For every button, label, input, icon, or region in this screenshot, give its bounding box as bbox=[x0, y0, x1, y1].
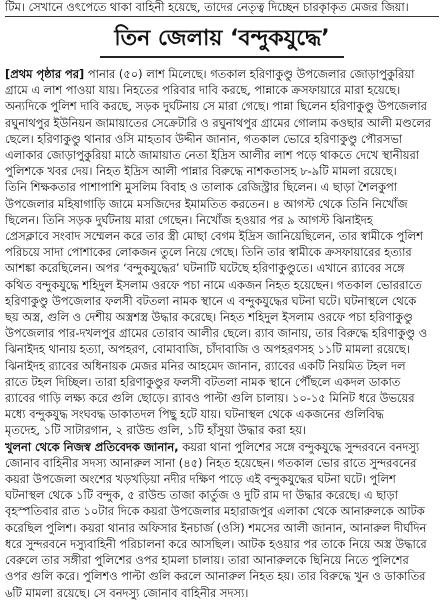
paragraph-line: উপজেলার পার-দখলপুর গ্রামের তোরাব আলীর ছেলে। র‌্যাব জানায়, তার বিরুদ্ধে হরিণাকুণ্ডু ও bbox=[5, 326, 428, 341]
paragraph-line: বৃহস্পতিবার রাত ১০টার দিকে কয়রা উপজেলার মহারাজপুর এলাকা থেকে আনারুলকে আটক bbox=[5, 504, 425, 519]
line-text: কয়রা থানা পুলিশের সঙ্গে বন্দুকযুদ্ধে সুন্দরবনে বনদস্যু bbox=[182, 439, 420, 454]
paragraph-line: গ্রামে এ লাশ পাওয়া যায়। নিহতের পরিবার দাবি করছে, পান্নাকে ক্রসফায়ারে মারা হয়েছে। bbox=[5, 83, 401, 98]
paragraph-line: ওপর গুলি করে। পুলিশও পাল্টা গুলি করলে আনারুল নিহত হয়। তার বিরুদ্ধে খুন ও ডাকাতির bbox=[5, 569, 426, 584]
paragraph-1 bbox=[5, 66, 439, 439]
paragraph-line: প্রেসক্লাবে সংবাদ সম্মেলন করে তার স্ত্রী মোছা বেগম ইদ্রিস জানিয়েছিলেন, তার স্বামীকে পুলিশ bbox=[5, 229, 423, 244]
paragraph-line bbox=[5, 66, 439, 82]
paragraph-line: কয়রা উপজেলা অংশের খড়খড়িয়া নদীর দক্ষিণ পাড়ে এই বন্দুকযুদ্ধের ঘটনা ঘটে। পুলিশ bbox=[5, 472, 396, 487]
paragraph-line bbox=[5, 439, 439, 455]
paragraph-line: কথিত বন্দুকযুদ্ধে শহিদুল ইসলাম ওরফে পচা নামে একজন নিহত হয়েছেন। গতকাল ভোররাতে bbox=[5, 277, 422, 292]
article-body bbox=[5, 66, 439, 601]
paragraph-line: অন্যদিকে পুলিশ দাবি করছে, সড়ক দুর্ঘটনায় সে মারা গেছে। পান্না ছিলেন হরিণাকুণ্ডু উপজেলার bbox=[5, 99, 427, 114]
paragraph-line: ঝিনাইদহ থানায় হত্যা, অপহরণ, বোমাবাজি, চাঁদাবাজি ও অপহরণসহ ১১টি মামলা রয়েছে। bbox=[5, 342, 410, 357]
paragraph-line: আশঙ্কা করেছিলেন। অপর ‘বন্দুকযুদ্ধের’ ঘটনাটি ঘটেছে হরিণাকুণ্ডুতে। এখানে র‌্যাবের সঙ্গে bbox=[5, 261, 405, 276]
paragraph-line: এলাকার জোড়াপুকুরিয়া মাঠে জামায়াত নেতা ইদ্রিস আলীর লাশ পড়ে থাকতে দেখে স্থানীয়রা bbox=[5, 148, 420, 163]
dateline-label: খুলনা থেকে নিজস্ব প্রতিবেদক জানান, bbox=[5, 439, 179, 454]
paragraph-line: মৃতদেহ, ১টি সাটারগান, ২ রাউন্ড গুলি, ১টি হাঁসুয়া উদ্ধার করা হয়। bbox=[5, 423, 307, 438]
paragraph-line: ছিলেন। তিনি সড়ক দুর্ঘটনায় মারা গেছেন। নিখোঁজ হওয়ার পর ৯ আগস্ট ঝিনাইদহ bbox=[5, 212, 373, 227]
paragraph-line: র‌্যাবের গাড়ি লক্ষ্য করে গুলি ছোড়ে। র‌্যাবও পাল্টা গুলি চালায়। ১০-১৫ মিনিট ধরে উভয়ের bbox=[5, 391, 415, 406]
paragraph-line: ঝিনাইদহ র‌্যাবের অধিনায়ক মেজর মনির আহমেদ জানান, র‌্যাবের একটি নিয়মিত টহল দল bbox=[5, 358, 406, 373]
paragraph-line: জোনাব বাহিনীর সদস্য আনারুল সানা (৪৫) নিহত হয়েছেন। গতকাল ভোর রাতে সুন্দরবনের bbox=[5, 455, 417, 470]
article-headline: তিন জেলায় ‘বন্দুকযুদ্ধে’ bbox=[100, 24, 343, 58]
paragraph-line: রঘুনাথপুর ইউনিয়ন জামায়াতের সেক্রেটারি ও রঘুনাথপুর গ্রামের গোলাম কওছার আলী মণ্ডলের bbox=[5, 115, 431, 130]
paragraph-line: ছয় অস্ত্র, গুলি ও দেশীয় অস্ত্রশস্ত্র উদ্ধার করেছে। নিহত শহিদুল ইসলাম ওরফে পচা হরিণাকুণ্ডু bbox=[5, 310, 413, 325]
paragraph-line: ৬টি মামলা রয়েছে। সে বনদস্যু জোনাব বাহিনীর সদস্য। bbox=[5, 585, 249, 600]
paragraph-line: রাতে টহল দিচ্ছিল। তারা হরিণাকুণ্ডুর ফলসী বটতলা নামক স্থানে পৌঁছলে একদল ডাকাত bbox=[5, 374, 401, 389]
paragraph-line: হরিণাকুণ্ডু উপজেলার ফলসী বটতলা নামক স্থানে এ বন্দুকযুদ্ধের ঘটনা ঘটে। ঘটনাস্থলে থেকে bbox=[5, 293, 417, 308]
paragraph-line: ঘটনাস্থল থেকে ১টি বন্দুক, ৫ রাউন্ড তাজা কার্তুজ ও দুটি রাম দা উদ্ধার করেছে। এ ছাড়া bbox=[5, 488, 398, 503]
paragraph-line: ধরে সুন্দরবনে দস্যুবাহিনী পরিচালনা করে আসছিল। আটক হওয়ার পর তাকে নিয়ে অস্ত্র উদ্ধারে bbox=[5, 536, 427, 551]
paragraph-line: পরিচয়ে সাদা পোশাকের লোকজন তুলে নিয়ে গেছে। তিনি তার স্বামীকে ক্রসফায়ারের হত্যার bbox=[5, 245, 412, 260]
paragraph-line: করেছিল পুলিশ। কয়রা থানার অফিসার ইনচার্জ (ওসি) শমসের আলী জানান, আনারুল দীর্ঘদিন bbox=[5, 520, 427, 535]
paragraph-line: পুলিশকে খবর দেয়। নিহত ইদ্রিস আলী পান্নার বিরুদ্ধে নাশকতাসহ ৮-৯টি মামলা রয়েছে। bbox=[5, 164, 397, 179]
headline-container bbox=[5, 24, 439, 58]
paragraph-2 bbox=[5, 439, 439, 601]
previous-article-tail: টিম। সেখানে ওৎপেতে থাকা বাহিনী হয়েছে, তাদের নেতৃত্ব দিচ্ছেন চারকাৃকৃত মেজর জিয়া। bbox=[5, 0, 439, 17]
continuation-label: [প্রথম পৃষ্ঠার পর] bbox=[5, 67, 85, 81]
paragraph-line: তিনি শিক্ষকতার পাশাপাশি মুসলিম বিবাহ ও তালাক রেজিস্ট্রার ছিলেন। এ ছাড়া শৈলকুপা bbox=[5, 180, 398, 195]
paragraph-line: উপজেলার মহিষাগাড়ি জামে মসজিদের ইমামতিত করতেন। ৪ আগস্ট থেকে তিনি নিখোঁজ bbox=[5, 196, 408, 211]
paragraph-line: ছেলে। হরিণাকুণ্ডু থানার ওসি মাহতাব উদ্দীন জানান, গতকাল ভোরে হরিণাকুণ্ডু পৌরসভা bbox=[5, 131, 403, 146]
line-text: পানার (৫০) লাশ মিলেছে। গতকাল হরিণাকুণ্ডু উপজেলার জোড়াপুকুরিয়া bbox=[87, 67, 415, 81]
paragraph-line: বেরুলে তার সঙ্গীরা পুলিশের ওপর হামলা চালায়। তারা আনারুলকে ছিনিয়ে নিতে পুলিশের bbox=[5, 553, 409, 568]
paragraph-line: মধ্যে বন্দুকযুদ্ধ সংঘবদ্ধ ডাকাতদল পিছু হটে যায়। ঘটনাস্থল থেকে একজনের গুলিবিদ্ধ bbox=[5, 407, 384, 422]
